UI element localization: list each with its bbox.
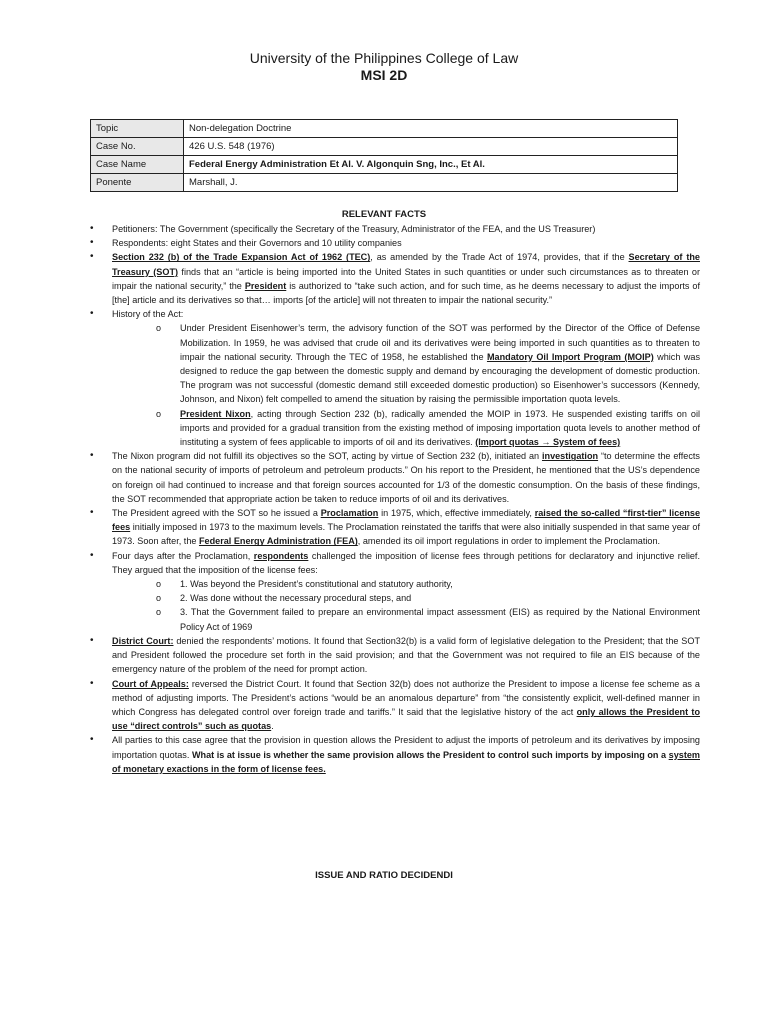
sot-ref: Secretary of the Treasury (SOT) [112,252,700,277]
table-row [91,138,678,156]
topic-label: Topic [91,120,184,138]
fact-text: in 1975, which, effective immediately, [378,508,535,519]
proclamation-ref: Proclamation [320,508,379,519]
arguments-sublist [112,577,700,634]
class-title: MSI 2D [360,67,408,83]
fact-text: reversed the District Court. It found that Section 32(b) does not authorize the President to impose a license fee scheme as a method of adjusting imports. The President’s actions “would be an anomalous departure” from “the consistently explicit, well-defined manner in which Congress has delegated control over foreign trade and tariffs.” It said that the legislative history of the act [112,678,700,717]
respondents-ref: respondents [253,550,309,561]
fact-text: The President agreed with the SOT so he issued a [112,508,321,519]
facts-list [90,222,700,776]
table-row [91,156,678,174]
list-item [90,733,700,776]
issue-heading: ISSUE AND RATIO DECIDENDI [315,870,453,881]
list-item [90,307,700,449]
table-row [91,174,678,192]
ponente-value: Marshall, J. [184,174,678,192]
respondents-text: Respondents: eight States and their Governors and 10 utility companies [112,238,402,249]
list-item [112,407,700,450]
case-name-label: Case Name [91,156,184,174]
fact-text: Under President Eisenhower’s term, the advisory function of the SOT was performed by the Director of the Office of Defense Mobilization. In 1959, he was advised that crude oil and its derivatives were being imported in such quantities as to threaten to impair the national security. Through the TEC of 1958, he established the [180,323,700,362]
fact-text: All parties to this case agree that the provision in question allows the President to adjust the imports of petroleum and its derivatives by imposing importation quotas. [112,735,700,760]
moip-ref: Mandatory Oil Import Program (MOIP) [486,351,654,362]
court-of-appeals-ref: Court of Appeals: [112,678,189,689]
fact-text: denied the respondents’ motions. It found that Section32(b) is a valid form of legislative delegation to the President; that the SOT and President followed the procedure set forth in the said provision; and that the Government was not required to file an EIS because of the emergency nature of the problem of the need for prompt action. [112,635,700,675]
topic-value: Non-delegation Doctrine [184,120,678,138]
fact-text: “to determine the effects on the national security of imports of petroleum and petroleum products.” On his report to the President, he mentioned that the US’s dependence on foreign oil had continued to increase and that foreign sources accounted for 1/3 of the domestic consumption. On the basis of these findings, the SOT recommended that appropriate action be taken to reduce imports of oil and its derivatives. [112,451,700,504]
facts-body [90,222,700,776]
fact-text: finds that an “article is being imported into the United States in such quantities or under such circumstances as to threaten or impair the national security,” the [112,266,700,291]
ponente-label: Ponente [91,174,184,192]
list-item [112,605,700,633]
list-item [90,222,700,236]
fact-text: . [271,721,274,732]
monetary-exactions-ref: system of monetary exactions in the form of license fees. [112,749,700,774]
relevant-facts-heading: RELEVANT FACTS [341,209,427,220]
case-info-table [90,119,678,192]
fea-ref: Federal Energy Administration (FEA) [198,536,358,547]
fact-text: challenged the imposition of license fees through petitions for declaratory and injunctive relief. They argued that the imposition of the license fees: [112,550,700,575]
list-item [90,549,700,634]
quotas-to-fees-ref: (Import quotas → System of fees) [475,437,621,448]
list-item [90,250,700,307]
list-item [90,236,700,250]
list-item [112,577,700,591]
section-232-ref: Section 232 (b) of the Trade Expansion Act of 1962 (TEC) [112,252,371,263]
argument-text: 1. Was beyond the President’s constitutional and statutory authority, [180,579,453,590]
nixon-ref: President Nixon [180,408,251,419]
argument-text: 3. That the Government failed to prepare an environmental impact assessment (EIS) as required by the National Environment Policy Act of 1969 [180,607,700,632]
fact-text: initially imposed in 1973 to the maximum levels. The Proclamation reinstated the tariffs that were also initially suspended in that same year of 1973. Soon after, the [112,522,700,547]
case-name-value: Federal Energy Administration Et Al. V. Algonquin Sng, Inc., Et Al. [184,156,678,174]
case-no-value: 426 U.S. 548 (1976) [184,138,678,156]
list-item [90,449,700,506]
president-ref: President [244,280,287,291]
fact-text: which was designed to reduce the gap between the domestic supply and demand by encouraging the development of domestic production. The program was not successful (domestic demand still exceeded domestic production) so Eisenhower’s successors (Kennedy, Johnson, and Nixon) felt compelled to amend the situation by raising the permissible importation quota levels. [180,351,700,405]
license-fees-ref: raised the so-called “first-tier” license fees [112,508,700,533]
history-sublist [112,321,700,449]
fact-text: The Nixon program did not fulfill its objectives so the SOT, acting by virtue of Section 232 (b), initiated an [112,451,542,462]
fact-text: is authorized to “take such action, and for such time, as he deems necessary to adjust the imports of [the] article and its derivatives so that… imports [of the article] will not threaten to impair the national security.” [112,280,700,306]
fact-text: , amended its oil import regulations in order to implement the Proclamation. [357,536,661,547]
list-item [112,321,700,406]
case-no-label: Case No. [91,138,184,156]
list-item [90,506,700,549]
fact-text: , as amended by the Trade Act of 1974, provides, that if the [370,252,629,263]
university-title: University of the Philippines College of Law [249,50,519,66]
fact-text: , acting through Section 232 (b), radically amended the MOIP in 1973. He suspended existing tariffs on oil imports and provided for a gradual transition from the existing method of imposing importation quota levels to another method of instituting a system of fees applicable to imports of oil and its derivatives. [180,408,700,448]
issue-statement: What is at issue is whether the same provision allows the President to control such imports by imposing on a [191,749,669,760]
list-item [90,677,700,734]
fact-text: Four days after the Proclamation, [112,550,254,561]
investigation-ref: investigation [541,451,599,462]
list-item [90,634,700,677]
history-heading: History of the Act: [112,309,184,320]
list-item [112,591,700,605]
petitioners-text: Petitioners: The Government (specifically the Secretary of the Treasury, Administrator of the FEA, and the US Treasurer) [112,224,596,234]
argument-text: 2. Was done without the necessary procedural steps, and [180,593,412,604]
district-court-ref: District Court: [112,635,174,646]
direct-controls-ref: only allows the President to use “direct controls” such as quotas [112,706,701,732]
table-row [91,120,678,138]
